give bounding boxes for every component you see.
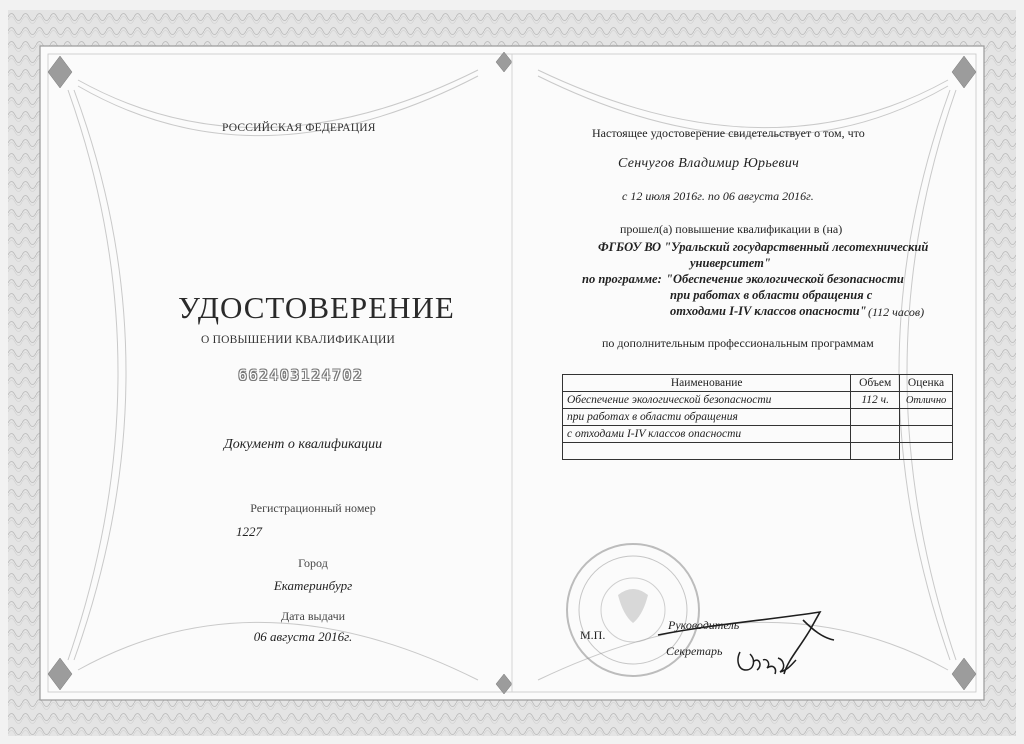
table-cell: Отлично (900, 392, 953, 409)
table-header-row (563, 375, 953, 392)
table-cell (900, 409, 953, 426)
table-cell (851, 426, 900, 443)
decorative-frame (8, 10, 1016, 736)
table-cell (851, 443, 900, 460)
city-label: Город (298, 556, 328, 570)
table-row (563, 426, 953, 443)
table-cell: при работах в области обращения (563, 409, 851, 426)
table-cell (851, 409, 900, 426)
courses-table (562, 374, 953, 460)
issue-date-value: 06 августа 2016г. (253, 629, 353, 644)
registration-label: Регистрационный номер (250, 501, 376, 515)
table-cell (563, 443, 851, 460)
table-header: Объем (851, 375, 900, 392)
issue-date-label: Дата выдачи (280, 609, 346, 623)
organization-line-1: ФГБОУ ВО "Уральский государственный лесотехнический (598, 240, 929, 254)
head-label: Руководитель (668, 618, 740, 632)
passed-text: прошел(а) повышение квалификации в (на) (620, 222, 843, 236)
table-row (563, 409, 953, 426)
certificate-title: УДОСТОВЕРЕНИЕ (178, 290, 455, 325)
table-cell: с отходами I-IV классов опасности (563, 426, 851, 443)
signature-secretary (738, 652, 796, 674)
program-line-1: "Обеспечение экологической безопасности (666, 272, 904, 286)
intro-text: Настоящее удостоверение свидетельствует о том, что (592, 126, 865, 140)
certificate-subtitle: О ПОВЫШЕНИИ КВАЛИФИКАЦИИ (200, 334, 395, 346)
seal-place-label: М.П. (580, 628, 606, 642)
training-period: с 12 июля 2016г. по 06 августа 2016г. (622, 189, 814, 203)
table-header: Наименование (563, 375, 851, 392)
table-cell: Обеспечение экологической безопасности (563, 392, 851, 409)
program-line-3: отходами I-IV классов опасности" (670, 304, 867, 318)
country-label: РОССИЙСКАЯ ФЕДЕРАЦИЯ (222, 122, 376, 134)
table-cell (900, 426, 953, 443)
registration-number: 1227 (236, 524, 262, 539)
program-line-2: при работах в области обращения с (670, 288, 873, 302)
recipient-name: Сенчугов Владимир Юрьевич (618, 156, 800, 171)
table-row (563, 392, 953, 409)
program-hours: (112 часов) (868, 305, 925, 319)
certificate-sheet (8, 10, 1016, 736)
program-prefix: по программе: (582, 272, 662, 286)
table-cell: 112 ч. (851, 392, 900, 409)
secretary-label: Секретарь (666, 644, 723, 658)
city-value: Екатеринбург (273, 578, 353, 593)
document-type: Документ о квалификации (223, 437, 383, 452)
table-row (563, 443, 953, 460)
table-header: Оценка (900, 375, 953, 392)
serial-number: 662403124702 (238, 368, 364, 384)
organization-line-2: университет" (690, 256, 771, 270)
table-cell (900, 443, 953, 460)
additional-programs-text: по дополнительным профессиональным программам (602, 336, 874, 350)
